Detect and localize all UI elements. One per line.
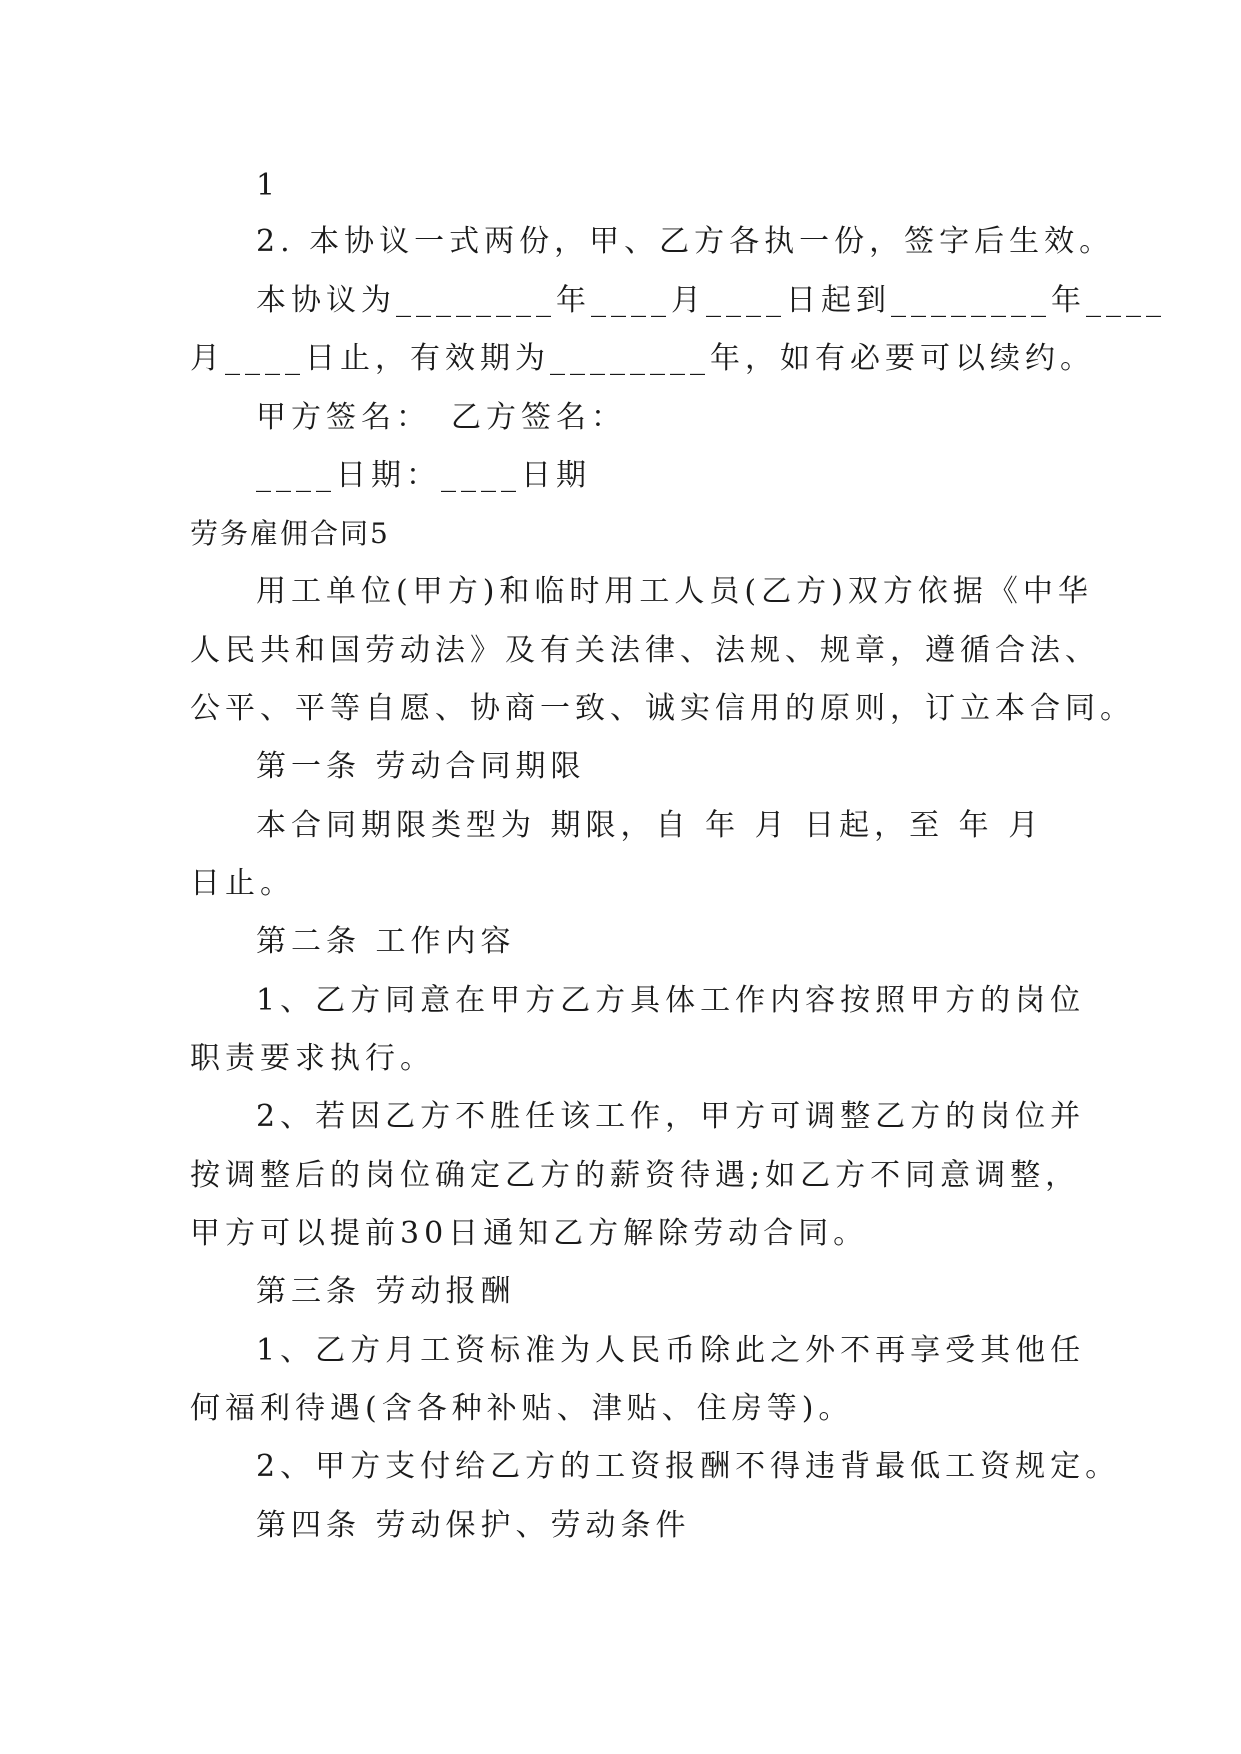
paragraph-line: 本合同期限类型为 期限，自 年 月 日起，至 年 月 (256, 808, 1044, 843)
article-heading: 第三条 劳动报酬 (256, 1274, 516, 1309)
date-line: ____日期：____日期 (256, 458, 591, 493)
paragraph-line: 1、乙方同意在甲方乙方具体工作内容按照甲方的岗位 (256, 983, 1086, 1018)
paragraph-line: 人民共和国劳动法》及有关法律、法规、规章，遵循合法、 (190, 633, 1100, 668)
paragraph-line: 用工单位(甲方)和临时用工人员(乙方)双方依据《中华 (256, 574, 1093, 609)
document-title: 劳务雇佣合同5 (190, 517, 390, 550)
article-heading: 第一条 劳动合同期限 (256, 749, 586, 784)
paragraph-line: 月____日止，有效期为________年，如有必要可以续约。 (190, 341, 1095, 376)
article-heading: 第四条 劳动保护、劳动条件 (256, 1508, 691, 1543)
paragraph-line: 职责要求执行。 (190, 1041, 435, 1076)
page-number-line: 1 (256, 168, 281, 203)
paragraph-line: 按调整后的岗位确定乙方的薪资待遇;如乙方不同意调整， (190, 1158, 1081, 1193)
paragraph-line: 2. 本协议一式两份，甲、乙方各执一份，签字后生效。 (256, 224, 1115, 259)
article-heading: 第二条 工作内容 (256, 924, 516, 959)
paragraph-line: 1、乙方月工资标准为人民币除此之外不再享受其他任 (256, 1333, 1086, 1368)
paragraph-line: 公平、平等自愿、协商一致、诚实信用的原则，订立本合同。 (190, 691, 1135, 726)
signature-line: 甲方签名： 乙方签名： (256, 400, 626, 435)
paragraph-line: 日止。 (190, 866, 295, 901)
paragraph-line: 2、若因乙方不胜任该工作，甲方可调整乙方的岗位并 (256, 1099, 1086, 1134)
paragraph-line: 甲方可以提前30日通知乙方解除劳动合同。 (190, 1216, 869, 1251)
paragraph-line: 2、甲方支付给乙方的工资报酬不得违背最低工资规定。 (256, 1449, 1121, 1484)
paragraph-line: 本协议为________年____月____日起到________年____ (256, 283, 1166, 318)
paragraph-line: 何福利待遇(含各种补贴、津贴、住房等)。 (190, 1391, 854, 1426)
